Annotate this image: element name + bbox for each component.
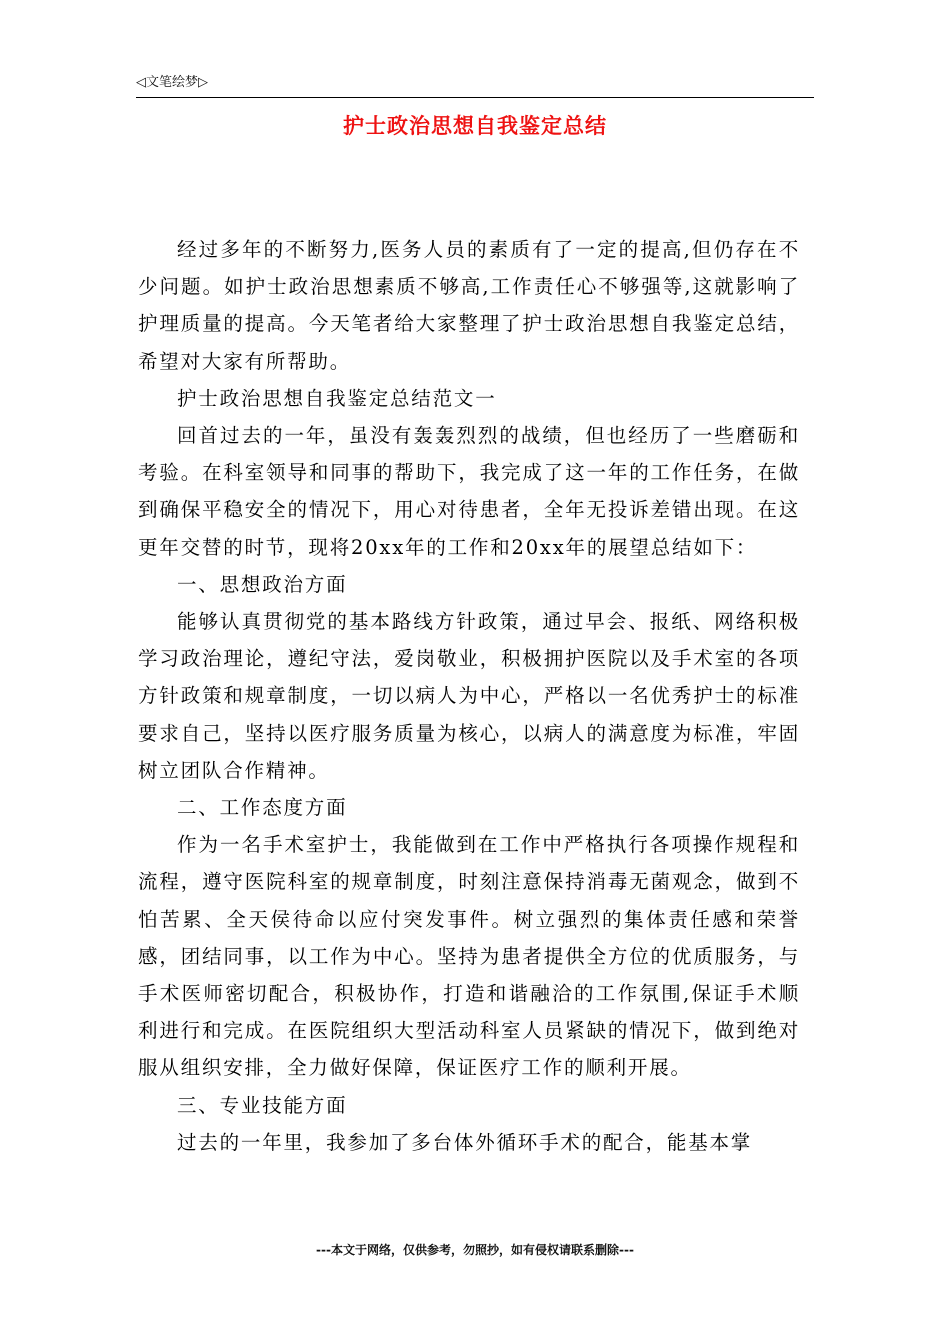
attitude-paragraph: 作为一名手术室护士，我能做到在工作中严格执行各项操作规程和流程，遵守医院科室的规章制度，时刻注意保持消毒无菌观念，做到不怕苦累、全天侯待命以应付突发事件。树立强烈的集体责任感和荣誉感，团结同事，以工作为中心。坚持为患者提供全方位的优质服务，与手术医师密切配合，积极协作，打造和谐融洽的工作氛围,保证手术顺利进行和完成。在医院组织大型活动科室人员紧缺的情况下，做到绝对服从组织安排，全力做好保障，保证医疗工作的顺利开展。 <box>138 833 800 1080</box>
section-heading-skills: 三、专业技能方面 <box>177 1093 348 1117</box>
document-body <box>138 231 800 1161</box>
politics-paragraph: 能够认真贯彻党的基本路线方针政策，通过早会、报纸、网络积极学习政治理论，遵纪守法，爱岗敬业，积极拥护医院以及手术室的各项方针政策和规章制度，一切以病人为中心，严格以一名优秀护士的标准要求自己，坚持以医疗服务质量为核心，以病人的满意度为标准，牢固树立团队合作精神。 <box>138 610 800 782</box>
section-heading-politics: 一、思想政治方面 <box>177 572 348 596</box>
header-brand: ◁文笔绘梦▷ <box>136 75 208 90</box>
sample-heading: 护士政治思想自我鉴定总结范文一 <box>177 386 497 410</box>
header-divider <box>136 97 814 98</box>
footer-disclaimer: ---本文于网络，仅供参考，勿照抄，如有侵权请联系删除--- <box>316 1243 634 1257</box>
intro-paragraph: 经过多年的不断努力,医务人员的素质有了一定的提高,但仍存在不少问题。如护士政治思想素质不够高,工作责任心不够强等,这就影响了护理质量的提高。今天笔者给大家整理了护士政治思想自我鉴定总结，希望对大家有所帮助。 <box>138 238 800 373</box>
skills-paragraph: 过去的一年里，我参加了多台体外循环手术的配合，能基本掌 <box>177 1130 753 1154</box>
review-paragraph: 回首过去的一年，虽没有轰轰烈烈的战绩，但也经历了一些磨砺和考验。在科室领导和同事的帮助下，我完成了这一年的工作任务，在做到确保平稳安全的情况下，用心对待患者，全年无投诉差错出现。在这更年交替的时节，现将20xx年的工作和20xx年的展望总结如下： <box>138 424 800 559</box>
document-title: 护士政治思想自我鉴定总结 <box>343 114 607 138</box>
section-heading-attitude: 二、工作态度方面 <box>177 796 348 820</box>
